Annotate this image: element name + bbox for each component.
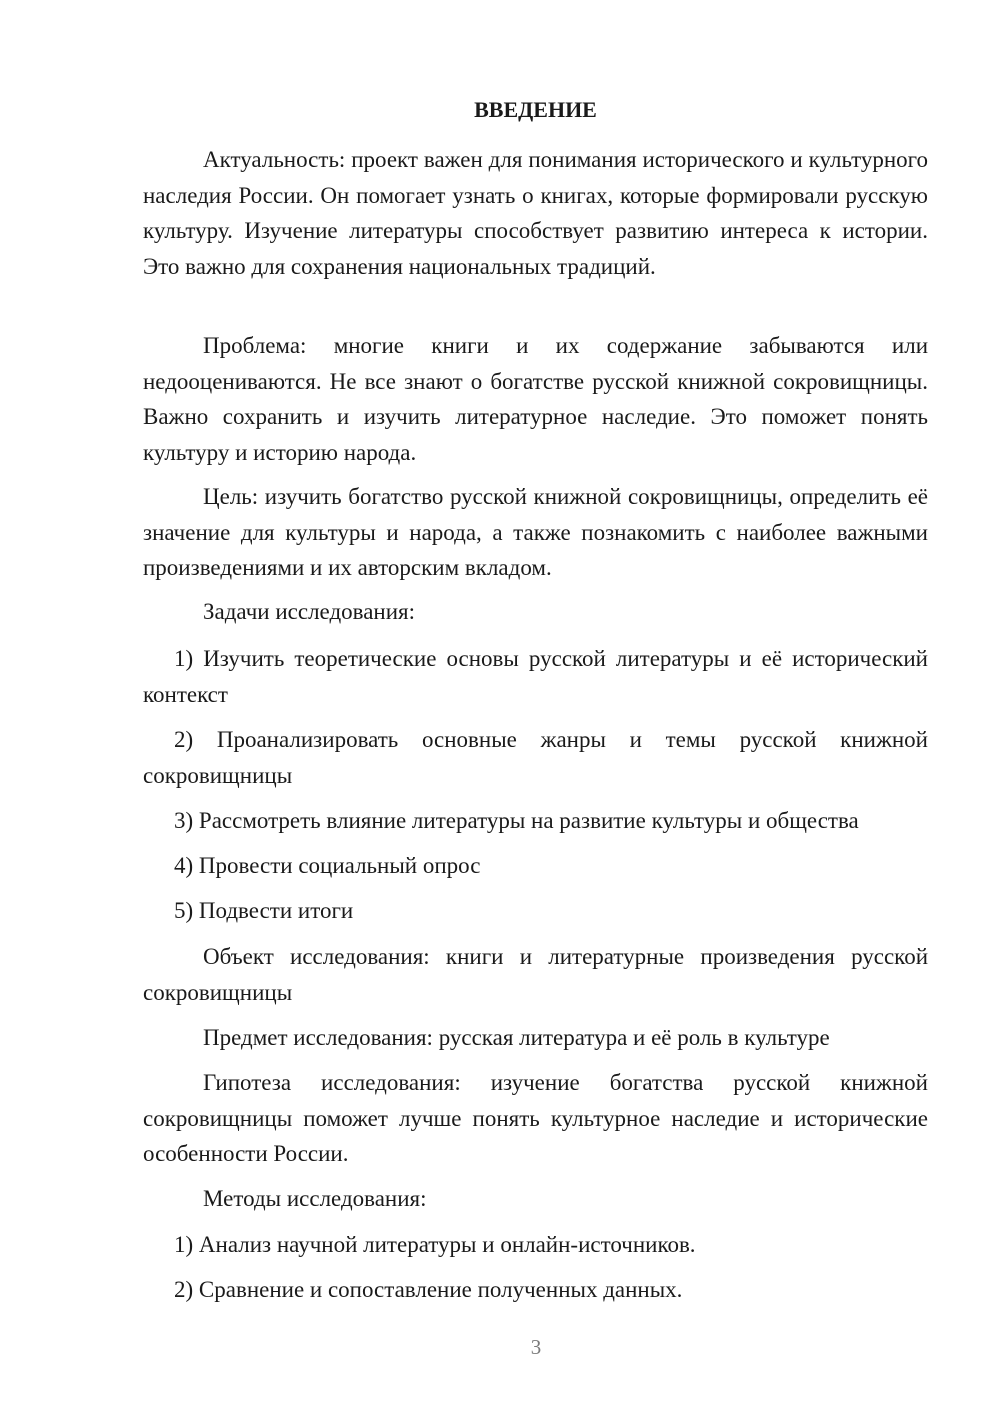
- task-item-1: 1) Изучить теоретические основы русской литературы и её исторический контекст: [143, 646, 928, 707]
- methods-heading: Методы исследования:: [203, 1186, 427, 1211]
- task-item-4: 4) Провести социальный опрос: [174, 853, 481, 878]
- method-item-1: 1) Анализ научной литературы и онлайн-источников.: [174, 1232, 696, 1257]
- hypothesis-paragraph: Гипотеза исследования: изучение богатства русской книжной сокровищницы поможет лучше понять культурное наследие и исторические особенности России.: [143, 1070, 928, 1166]
- goal-paragraph: Цель: изучить богатство русской книжной сокровищницы, определить её значение для культуры и народа, а также познакомить с наиболее важными произведениями и их авторским вкладом.: [143, 484, 928, 580]
- problem-paragraph: Проблема: многие книги и их содержание забываются или недооцениваются. Не все знают о богатстве русской книжной сокровищницы. Важно сохранить и изучить литературное наследие. Это поможет понять культуру и историю народа.: [143, 333, 928, 465]
- task-item-5: 5) Подвести итоги: [174, 898, 354, 923]
- page-title: ВВЕДЕНИЕ: [474, 97, 597, 122]
- tasks-heading: Задачи исследования:: [203, 599, 416, 624]
- object-paragraph: Объект исследования: книги и литературные произведения русской сокровищницы: [143, 944, 928, 1005]
- method-item-2: 2) Сравнение и сопоставление полученных данных.: [174, 1277, 683, 1302]
- relevance-paragraph: Актуальность: проект важен для понимания исторического и культурного наследия России. Он помогает узнать о книгах, которые формировали русскую культуру. Изучение литературы способствует развитию интереса к истории. Это важно для сохранения национальных традиций.: [143, 147, 928, 279]
- subject-paragraph: Предмет исследования: русская литература и её роль в культуре: [203, 1025, 830, 1050]
- task-item-3: 3) Рассмотреть влияние литературы на развитие культуры и общества: [174, 808, 859, 833]
- page-number: 3: [530, 1335, 542, 1359]
- task-item-2: 2) Проанализировать основные жанры и темы русской книжной сокровищницы: [143, 727, 928, 788]
